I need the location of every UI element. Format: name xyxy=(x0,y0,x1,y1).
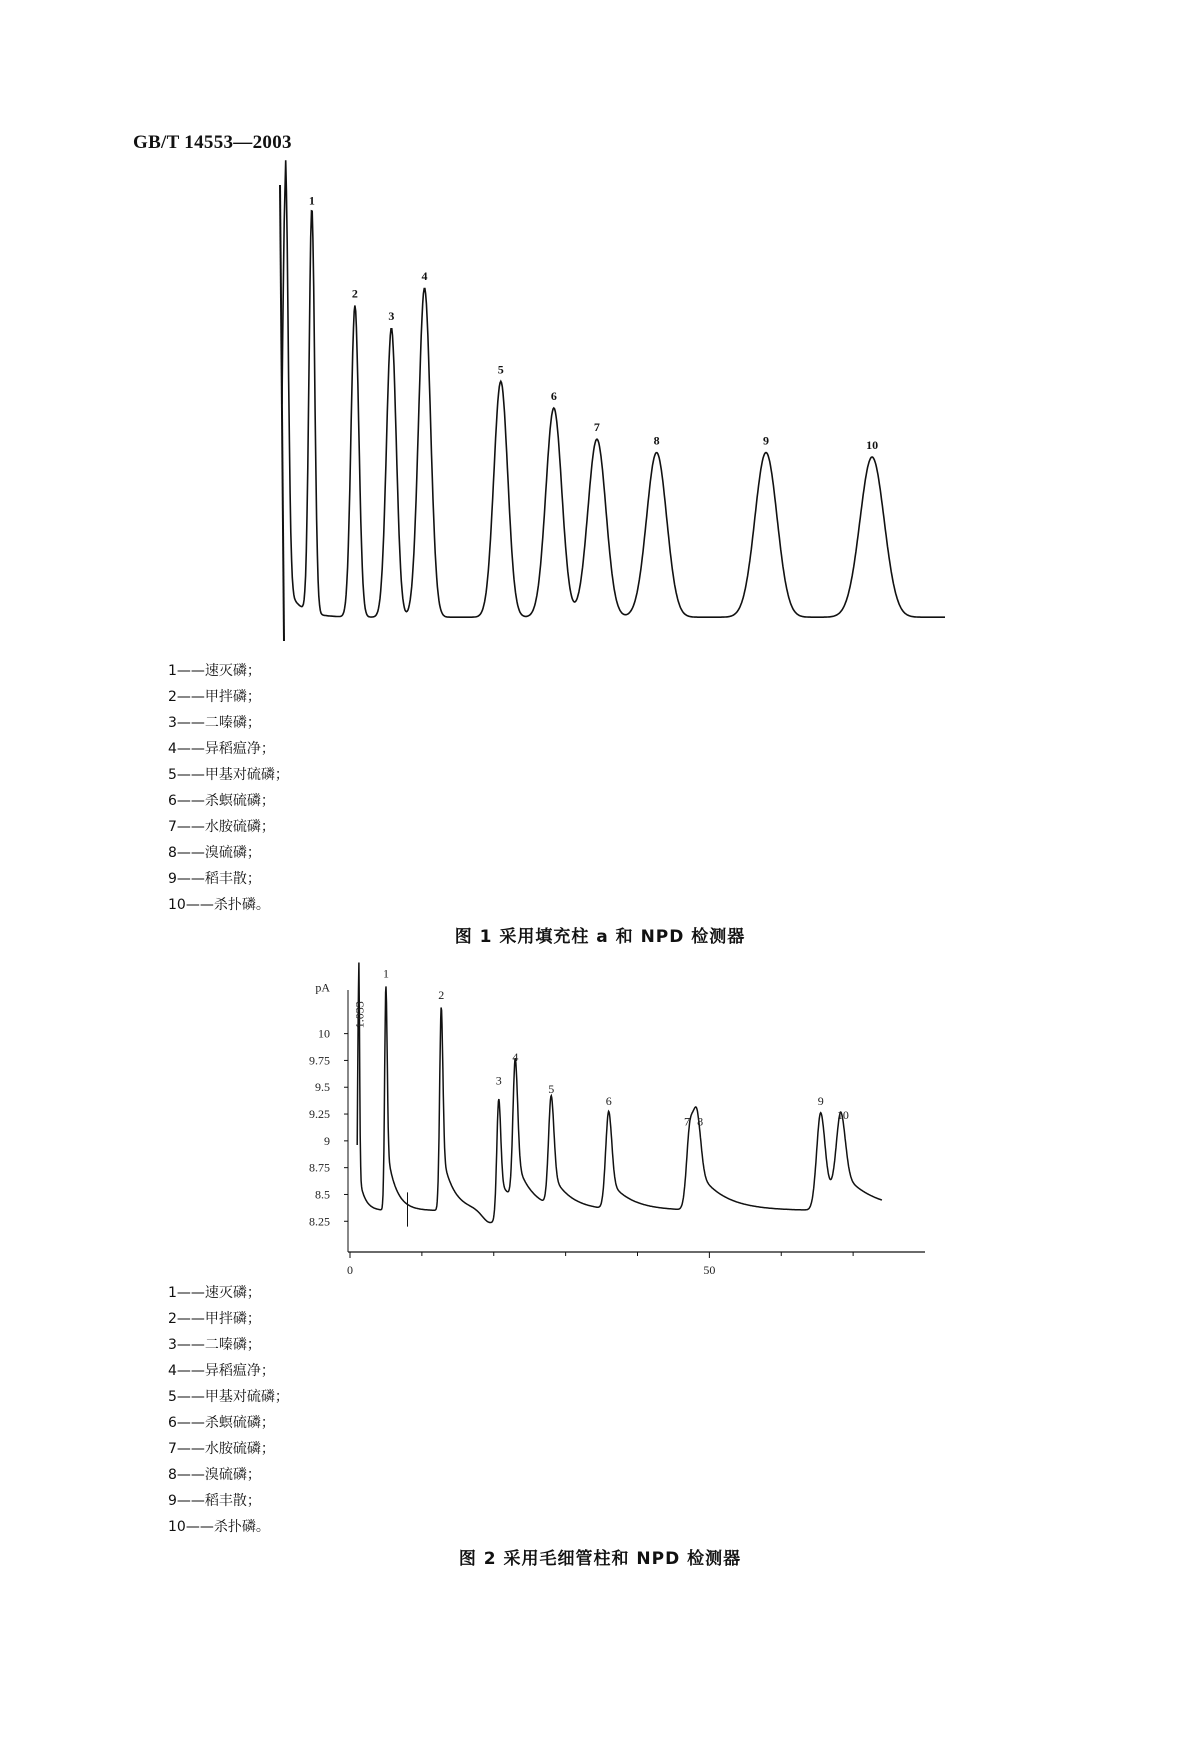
figure2-x-tick-label: 0 xyxy=(347,1263,353,1277)
figure1-peak-label: 6 xyxy=(550,389,557,404)
figure2-chromatogram xyxy=(0,960,1200,1280)
figure1-legend-item: 9——稻丰散； xyxy=(168,871,261,887)
figure2-peak-label: 3 xyxy=(495,1073,502,1088)
figure1-peak-label: 7 xyxy=(593,420,600,435)
figure2-retention-annotation: 1.033 xyxy=(352,1001,367,1029)
figure1-legend-item: 6——杀螟硫磷； xyxy=(168,793,275,809)
figure1-legend-item: 4——异稻瘟净； xyxy=(168,741,275,757)
figure2-peak-label: 10 xyxy=(836,1107,849,1122)
figure1-legend-item: 1——速灭磷； xyxy=(168,663,261,679)
figure1-chromatogram xyxy=(0,180,1200,650)
figure1-peak-label: 4 xyxy=(421,268,428,283)
figure2-peak-label: 4 xyxy=(512,1050,519,1065)
figure1-legend-item: 10——杀扑磷。 xyxy=(168,897,270,913)
figure2-legend-item: 4——异稻瘟净； xyxy=(168,1363,275,1379)
figure1-legend-item: 8——溴硫磷； xyxy=(168,845,261,861)
figure2-peak-label: 7 xyxy=(683,1114,690,1129)
figure2-peak-label: 5 xyxy=(548,1082,555,1097)
figure2-y-tick-label: 8.75 xyxy=(309,1160,330,1175)
figure1-peak-label: 3 xyxy=(388,308,395,323)
figure2-legend-item: 8——溴硫磷； xyxy=(168,1467,261,1483)
figure1-trace xyxy=(282,160,945,617)
figure2-legend-item: 3——二嗪磷； xyxy=(168,1337,261,1353)
figure1-peak-label: 8 xyxy=(653,433,660,448)
figure1-peak-label: 10 xyxy=(866,438,879,452)
figure2-y-tick-label: 9 xyxy=(324,1133,330,1148)
figure2-legend-item: 5——甲基对硫磷； xyxy=(168,1389,289,1405)
figure1-legend-item: 3——二嗪磷； xyxy=(168,715,261,731)
figure2-legend-item: 1——速灭磷； xyxy=(168,1285,261,1301)
figure2-peak-label: 6 xyxy=(605,1093,612,1108)
figure2-y-unit: pA xyxy=(315,980,330,995)
figure1-legend xyxy=(168,658,289,918)
figure2-y-tick-label: 10 xyxy=(318,1026,330,1041)
figure2-caption: 图 2 采用毛细管柱和 NPD 检测器 xyxy=(458,1549,742,1569)
page-header: GB/T 14553—2003 xyxy=(133,132,292,153)
figure2-y-tick-label: 9.25 xyxy=(309,1107,330,1122)
figure2-peak-label: 2 xyxy=(438,987,445,1002)
figure2-y-tick-label: 9.75 xyxy=(309,1053,330,1068)
figure2-x-tick-label: 50 xyxy=(703,1263,716,1277)
figure2-legend-item: 2——甲拌磷； xyxy=(168,1311,261,1327)
figure1-caption: 图 1 采用填充柱 a 和 NPD 检测器 xyxy=(454,927,746,947)
figure2-y-tick-label: 9.5 xyxy=(315,1080,330,1095)
figure2-legend-item: 9——稻丰散； xyxy=(168,1493,261,1509)
figure2-legend-item: 7——水胺硫磷； xyxy=(168,1441,275,1457)
figure1-legend-item: 5——甲基对硫磷； xyxy=(168,767,289,783)
figure2-peak-label: 9 xyxy=(817,1093,824,1108)
figure2-peak-label: 1 xyxy=(382,966,389,981)
figure2-legend-item: 10——杀扑磷。 xyxy=(168,1519,270,1535)
figure1-legend-item: 2——甲拌磷； xyxy=(168,689,261,705)
figure2-y-tick-label: 8.5 xyxy=(315,1187,330,1202)
figure1-peak-label: 1 xyxy=(308,193,315,208)
figure2-trace xyxy=(357,963,882,1223)
figure2-legend-item: 6——杀螟硫磷； xyxy=(168,1415,275,1431)
figure1-legend-item: 7——水胺硫磷； xyxy=(168,819,275,835)
figure2-legend xyxy=(168,1280,289,1540)
figure1-peak-label: 2 xyxy=(351,286,358,301)
figure2-peak-label: 8 xyxy=(697,1114,704,1129)
figure2-y-tick-label: 8.25 xyxy=(309,1214,330,1229)
figure1-peak-label: 5 xyxy=(497,362,504,377)
figure1-peak-label: 9 xyxy=(762,433,769,448)
